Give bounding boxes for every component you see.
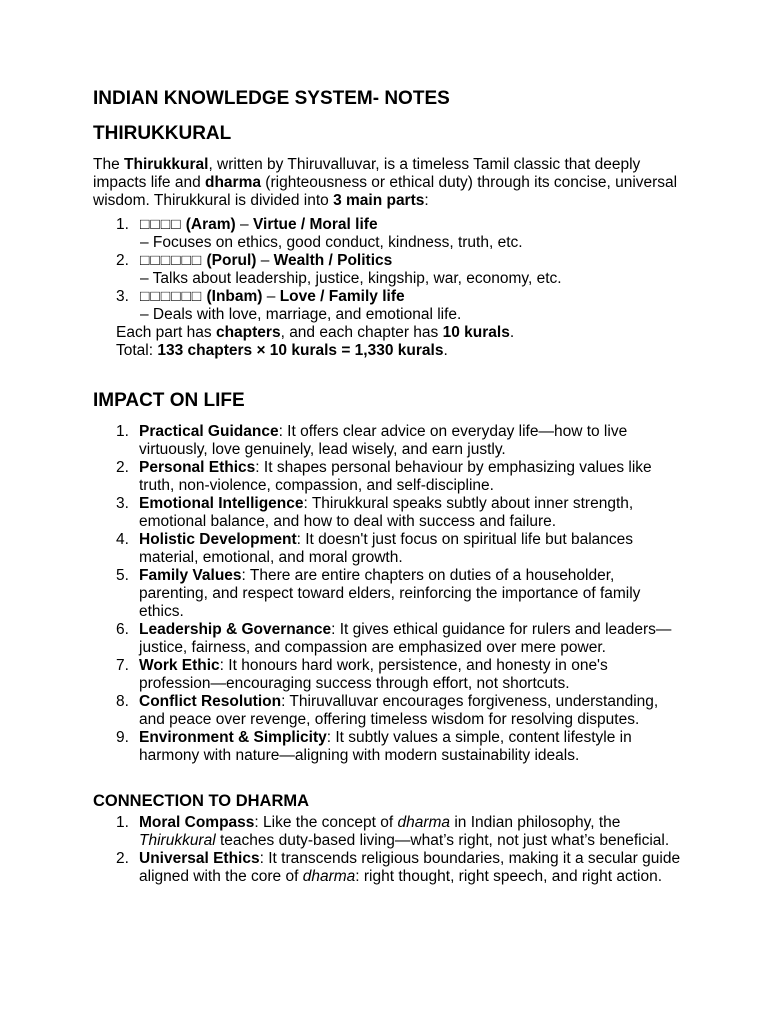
item-term: Moral Compass — [139, 814, 255, 831]
bold-term: 133 chapters × 10 kurals = 1,330 kurals — [157, 342, 444, 359]
item-term: Personal Ethics — [139, 459, 256, 476]
heading-connection-to-dharma: CONNECTION TO DHARMA — [93, 792, 310, 810]
item-number: 2. — [116, 850, 129, 867]
part-description: – Focuses on ethics, good conduct, kindness, truth, etc. — [140, 234, 523, 251]
dash: – — [256, 252, 274, 269]
total-summary — [116, 342, 683, 360]
item-term: Leadership & Governance — [139, 621, 332, 638]
bold-term: Thirukkural — [124, 156, 209, 173]
heading-impact-on-life: IMPACT ON LIFE — [93, 390, 245, 411]
list-item — [116, 216, 683, 252]
tamil-term: □□□□ — [140, 216, 182, 233]
item-number: 1. — [116, 216, 129, 233]
part-meaning: Virtue / Moral life — [252, 216, 378, 233]
list-item — [116, 850, 683, 886]
bold-term: dharma — [205, 174, 261, 191]
text-run: : It transcends religious boundaries, making it a secular guide aligned with the core of — [139, 850, 681, 885]
item-number: 5. — [116, 567, 129, 584]
text-run: in Indian philosophy, the — [450, 814, 621, 831]
item-term: Practical Guidance — [139, 423, 279, 440]
list-item — [116, 814, 683, 850]
list-item — [116, 495, 683, 531]
item-text: : It gives ethical guidance for rulers and leaders—justice, fairness, and compassion are emphasized over mere power. — [139, 621, 672, 656]
text-run: : right thought, right speech, and right action. — [355, 868, 663, 885]
tamil-term: □□□□□□ — [140, 288, 203, 305]
intro-paragraph — [93, 156, 683, 210]
item-text: : Thiruvalluvar encourages forgiveness, understanding, and peace over revenge, offering timeless wisdom for resolving disputes. — [139, 693, 659, 728]
text-run: : — [424, 192, 429, 209]
text-run: : Like the concept of — [254, 814, 398, 831]
text-run: Each part has — [116, 324, 216, 341]
text-run: . — [509, 324, 515, 341]
part-description: – Deals with love, marriage, and emotional life. — [140, 306, 462, 323]
item-number: 7. — [116, 657, 129, 674]
text-run: , written by Thiruvalluvar, is a timeless Tamil classic that deeply impacts life and — [93, 156, 641, 191]
part-name: (Porul) — [206, 252, 257, 269]
dharma-list — [116, 814, 683, 886]
item-text: : It doesn't just focus on spiritual life but balances material, emotional, and moral growth. — [139, 531, 634, 566]
text-run: , and each chapter has — [280, 324, 443, 341]
bold-term: chapters — [215, 324, 281, 341]
part-name: (Inbam) — [206, 288, 263, 305]
item-number: 2. — [116, 459, 129, 476]
item-number: 2. — [116, 252, 129, 269]
list-item — [116, 423, 683, 459]
item-term: Holistic Development — [139, 531, 297, 548]
text-run: teaches duty-based living—what’s right, not just what’s beneficial. — [215, 832, 670, 849]
list-item — [116, 459, 683, 495]
document-page — [93, 88, 683, 886]
italic-term: dharma — [397, 814, 451, 831]
list-item — [116, 567, 683, 621]
part-description: – Talks about leadership, justice, kingship, war, economy, etc. — [140, 270, 562, 287]
heading-thirukkural: THIRUKKURAL — [93, 123, 232, 144]
item-number: 1. — [116, 423, 129, 440]
list-item — [116, 531, 683, 567]
document-title: INDIAN KNOWLEDGE SYSTEM- NOTES — [93, 88, 450, 109]
item-text: : It honours hard work, persistence, and honesty in one's profession—encouraging success through effort, not shortcuts. — [139, 657, 608, 692]
item-term: Universal Ethics — [139, 850, 260, 867]
item-number: 1. — [116, 814, 129, 831]
impact-list — [116, 423, 683, 765]
list-item — [116, 288, 683, 324]
item-text: : It offers clear advice on everyday life—how to live virtuously, love genuinely, lead wisely, and earn justly. — [139, 423, 628, 458]
dash: – — [262, 288, 280, 305]
text-run: (righteousness or ethical duty) through its concise, universal wisdom. Thirukkural is divided into — [93, 174, 678, 209]
text-run: The — [93, 156, 125, 173]
part-name: (Aram) — [185, 216, 236, 233]
item-number: 6. — [116, 621, 129, 638]
item-term: Environment & Simplicity — [139, 729, 327, 746]
part-meaning: Love / Family life — [279, 288, 405, 305]
dash: – — [235, 216, 253, 233]
item-text: : It subtly values a simple, content lifestyle in harmony with nature—aligning with modern sustainability ideals. — [139, 729, 632, 764]
italic-term: Thirukkural — [139, 832, 216, 849]
list-item — [116, 693, 683, 729]
item-term: Work Ethic — [139, 657, 220, 674]
list-item — [116, 621, 683, 657]
text-run: . — [443, 342, 448, 359]
part-meaning: Wealth / Politics — [273, 252, 393, 269]
item-number: 4. — [116, 531, 129, 548]
list-item — [116, 729, 683, 765]
item-text: : Thirukkural speaks subtly about inner strength, emotional balance, and how to deal with success and failure. — [139, 495, 634, 530]
item-term: Conflict Resolution — [139, 693, 282, 710]
text-run: Total: — [116, 342, 158, 359]
tamil-term: □□□□□□ — [140, 252, 203, 269]
chapters-summary — [116, 324, 683, 342]
item-number: 3. — [116, 495, 129, 512]
italic-term: dharma — [302, 868, 356, 885]
bold-term: 10 kurals — [442, 324, 510, 341]
item-text: : There are entire chapters on duties of a householder, parenting, and respect toward elders, reinforcing the importance of family ethics. — [139, 567, 641, 620]
list-item — [116, 657, 683, 693]
item-term: Family Values — [139, 567, 242, 584]
item-number: 3. — [116, 288, 129, 305]
item-text: : It shapes personal behaviour by emphasizing values like truth, non-violence, compassion, and self-discipline. — [139, 459, 652, 494]
item-term: Emotional Intelligence — [139, 495, 304, 512]
bold-term: 3 main parts — [333, 192, 425, 209]
item-number: 9. — [116, 729, 129, 746]
parts-list — [116, 216, 683, 324]
list-item — [116, 252, 683, 288]
item-number: 8. — [116, 693, 129, 710]
